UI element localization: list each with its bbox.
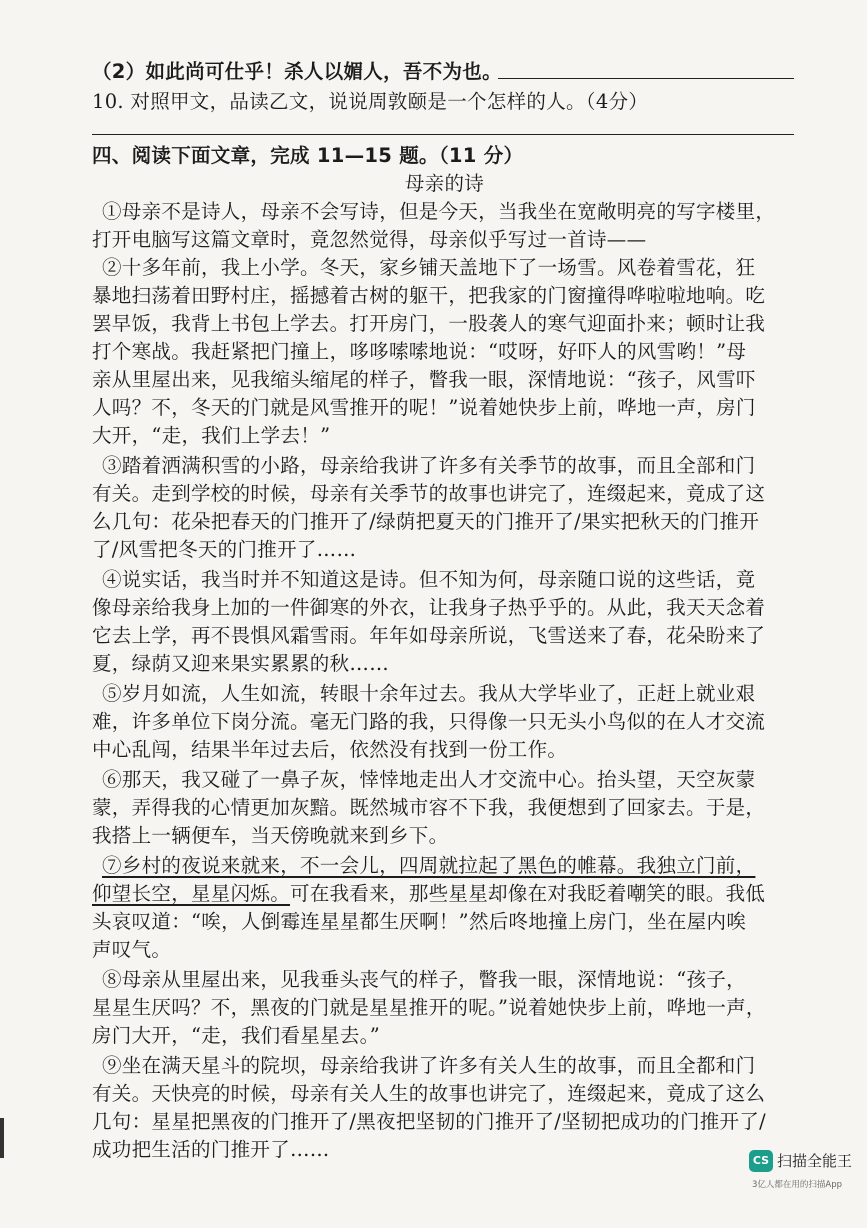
section-heading: 四、阅读下面文章，完成 11—15 题。（11 分） [92,144,524,167]
paragraph-line: ①母亲不是诗人，母亲不会写诗，但是今天，当我坐在宽敞明亮的写字楼里， [102,200,776,223]
paragraph-line: 暴地扫荡着田野村庄，摇撼着古树的躯干，把我家的门窗撞得哗啦啦地响。吃 [92,284,766,307]
paragraph-line: 夏，绿荫又迎来果实累累的秋…… [92,652,389,675]
answer-line-9-2 [498,78,794,79]
paragraph-line: 头哀叹道：“唉，人倒霉连星星都生厌啊！”然后咚地撞上房门，坐在屋内唉 [92,910,747,933]
paragraph-line-mixed [92,880,797,908]
question-9-2: （2）如此尚可仕乎！杀人以媚人，吾不为也。 [92,60,502,83]
paragraph-line: ⑤岁月如流，人生如流，转眼十余年过去。我从大学毕业了，正赶上就业艰 [102,682,756,705]
scanner-watermark [749,1148,864,1218]
paragraph-line: ⑥那天，我又碰了一鼻子灰，悻悻地走出人才交流中心。抬头望，天空灰蒙 [102,768,756,791]
paragraph-line: 打个寒战。我赶紧把门撞上，哆哆嗦嗦地说：“哎呀，好吓人的风雪哟！”母 [92,340,747,363]
watermark-name: 扫描全能王 [777,1152,853,1170]
camscanner-logo-icon: CS [749,1150,773,1172]
question-10: 10. 对照甲文，品读乙文，说说周敦颐是一个怎样的人。（4分） [92,90,649,113]
paragraph-line: ③踏着洒满积雪的小路，母亲给我讲了许多有关季节的故事，而且全部和门 [102,454,756,477]
paragraph-line: 几句：星星把黑夜的门推开了/黑夜把坚韧的门推开了/坚韧把成功的门推开了/ [92,1110,767,1133]
paragraph-line: 中心乱闯，结果半年过去后，依然没有找到一份工作。 [92,738,568,761]
paragraph-line: 有关。走到学校的时候，母亲有关季节的故事也讲完了，连缀起来，竟成了这 [92,482,766,505]
scan-edge-mark [0,1118,4,1158]
underlined-sentence: ⑦乡村的夜说来就来，不一会儿，四周就拉起了黑色的帷幕。我独立门前， [102,854,756,877]
sentence-continuation: 可在我看来，那些星星却像在对我眨着嘲笑的眼。我低 [290,882,766,905]
paragraph-line: 难，许多单位下岗分流。毫无门路的我，只得像一只无头小鸟似的在人才交流 [92,710,766,733]
paragraph-line: 声叹气。 [92,938,172,961]
paragraph-line: 打开电脑写这篇文章时，竟忽然觉得，母亲似乎写过一首诗—— [92,228,647,251]
paragraph-line: ⑧母亲从里屋出来，见我垂头丧气的样子，瞥我一眼，深情地说：“孩子， [102,968,746,991]
paragraph-line: 了/风雪把冬天的门推开了…… [92,538,357,561]
answer-line-10 [92,134,794,135]
paragraph-line: 人吗？不，冬天的门就是风雪推开的呢！”说着她快步上前，哗地一声，房门 [92,396,756,419]
watermark-tagline: 3亿人都在用的扫描App [752,1180,843,1190]
paragraph-line: 么几句：花朵把春天的门推开了/绿荫把夏天的门推开了/果实把秋天的门推开 [92,510,760,533]
paragraph-line: 星星生厌吗？不，黑夜的门就是星星推开的呢。”说着她快步上前，哗地一声， [92,996,766,1019]
paragraph-line: 有关。天快亮的时候，母亲有关人生的故事也讲完了，连缀起来，竟成了这么 [92,1082,766,1105]
paragraph-line: 像母亲给我身上加的一件御寒的外衣，让我身子热乎乎的。从此，我天天念着 [92,596,766,619]
underlined-sentence: 仰望长空，星星闪烁。 [92,882,291,905]
paragraph-line: 大开，“走，我们上学去！” [92,424,331,447]
paragraph-line: ②十多年前，我上小学。冬天，家乡铺天盖地下了一场雪。风卷着雪花，狂 [102,256,756,279]
paragraph-line: 蒙，弄得我的心情更加灰黯。既然城市容不下我，我便想到了回家去。于是， [92,796,766,819]
paragraph-line: ④说实话，我当时并不知道这是诗。但不知为何，母亲随口说的这些话，竟 [102,568,756,591]
article-title: 母亲的诗 [404,172,485,195]
paragraph-line: 罢早饭，我背上书包上学去。打开房门，一股袭人的寒气迎面扑来；顿时让我 [92,312,766,335]
paragraph-line: 成功把生活的门推开了…… [92,1138,330,1161]
paragraph-line: 我搭上一辆便车，当天傍晚就来到乡下。 [92,824,449,847]
paragraph-line: ⑨坐在满天星斗的院坝，母亲给我讲了许多有关人生的故事，而且全都和门 [102,1054,756,1077]
paragraph-line: 它去上学，再不畏惧风霜雪雨。年年如母亲所说，飞雪送来了春，花朵盼来了 [92,624,766,647]
paragraph-line: 房门大开，“走，我们看星星去。” [92,1024,380,1047]
paragraph-line: 亲从里屋出来，见我缩头缩尾的样子，瞥我一眼，深情地说：“孩子，风雪吓 [92,368,756,391]
